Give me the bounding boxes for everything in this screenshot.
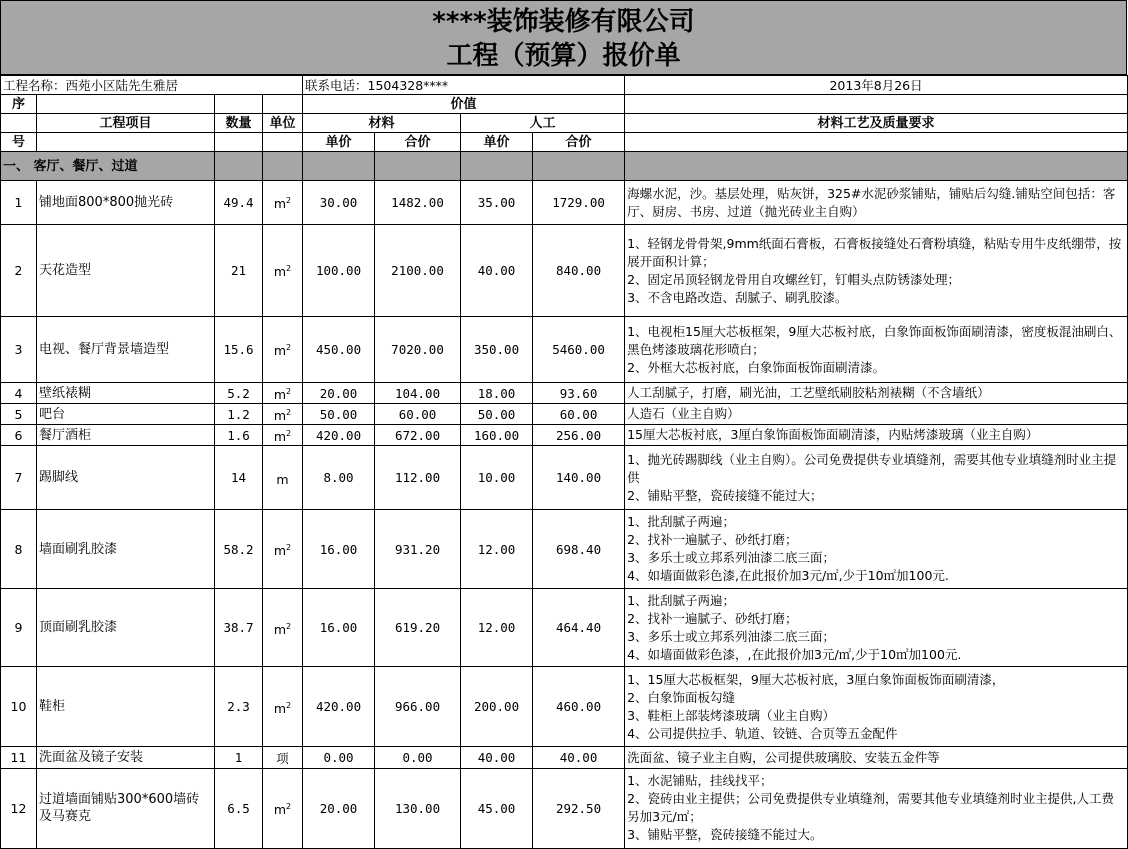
unit-label: m	[273, 264, 287, 280]
table-row	[1, 768, 1128, 848]
quantity: 58.2	[215, 510, 263, 589]
item-name: 墙面刷乳胶漆	[37, 510, 215, 589]
item-name: 顶面刷乳胶漆	[37, 589, 215, 667]
material-total: 966.00	[375, 667, 461, 747]
material-total: 931.20	[375, 510, 461, 589]
header-row-1	[1, 95, 1128, 114]
material-total: 7020.00	[375, 317, 461, 383]
material-unit-price: 100.00	[303, 225, 375, 317]
section-row	[1, 152, 1128, 181]
unit-label: m	[273, 429, 287, 445]
material-total: 112.00	[375, 446, 461, 510]
unit	[263, 667, 303, 747]
requirement-line: 2、找补一遍腻子、砂纸打磨；	[627, 532, 798, 548]
seq-header-bottom: 号	[1, 133, 37, 152]
requirement-line: 3、多乐士或立邦系列油漆二底三面；	[627, 550, 836, 566]
unit-label: m	[273, 543, 287, 559]
requirement-line: 4、公司提供拉手、轨道、铰链、合页等五金配件	[627, 725, 898, 741]
row-number: 4	[1, 383, 37, 404]
item-name: 洗面盆及镜子安装	[37, 747, 215, 768]
unit-label: m	[273, 622, 287, 638]
item-name: 餐厅酒柜	[37, 425, 215, 446]
section-title: 一、 客厅、餐厅、过道	[1, 152, 215, 181]
requirements	[625, 225, 1128, 317]
requirement-line: 1、电视柜15厘大芯板框架，9厘大芯板衬底，白象饰面板饰面刷清漆，密度板混油刷白、黑色烤漆玻璃花形喷白；	[627, 323, 1122, 357]
value-header: 价值	[303, 95, 625, 114]
labor-total: 464.40	[533, 589, 625, 667]
quantity: 1	[215, 747, 263, 768]
requirements	[625, 446, 1128, 510]
unit	[263, 425, 303, 446]
material-total: 130.00	[375, 768, 461, 848]
material-unit-price: 16.00	[303, 589, 375, 667]
material-total: 672.00	[375, 425, 461, 446]
item-name: 壁纸裱糊	[37, 383, 215, 404]
requirement-line: 3、鞋柜上部装烤漆玻璃（业主自购）	[627, 707, 836, 723]
labor-unit-price: 10.00	[461, 446, 533, 510]
material-total: 0.00	[375, 747, 461, 768]
info-row	[1, 76, 1128, 95]
requirements	[625, 425, 1128, 446]
unit-label: 项	[276, 751, 289, 767]
requirements	[625, 768, 1128, 848]
unit-superscript: 2	[286, 543, 292, 553]
requirements	[625, 404, 1128, 425]
labor-unit-price-header: 单价	[461, 133, 533, 152]
requirement-line: 2、白象饰面板勾缝	[627, 689, 736, 705]
table-row	[1, 425, 1128, 446]
material-unit-price: 0.00	[303, 747, 375, 768]
quote-date: 2013年8月26日	[625, 76, 1128, 95]
material-header: 材料	[303, 114, 461, 133]
requirement-line: 3、多乐士或立邦系列油漆二底三面；	[627, 628, 836, 644]
row-number: 12	[1, 768, 37, 848]
document-title: 工程（预算）报价单	[446, 41, 681, 71]
item-name: 过道墙面铺贴300*600墙砖及马赛克	[37, 768, 215, 848]
table-row	[1, 404, 1128, 425]
material-unit-price: 20.00	[303, 383, 375, 404]
unit	[263, 225, 303, 317]
labor-unit-price: 200.00	[461, 667, 533, 747]
quantity: 21	[215, 225, 263, 317]
requirements	[625, 317, 1128, 383]
unit-label: m	[273, 343, 287, 359]
item-header: 工程项目	[37, 114, 215, 133]
row-number: 2	[1, 225, 37, 317]
quotation-table	[0, 75, 1128, 849]
unit-superscript: 2	[286, 621, 292, 631]
material-unit-price-header: 单价	[303, 133, 375, 152]
item-name: 鞋柜	[37, 667, 215, 747]
unit-label: m	[276, 472, 289, 488]
requirements	[625, 383, 1128, 404]
labor-unit-price: 12.00	[461, 510, 533, 589]
labor-total: 93.60	[533, 383, 625, 404]
row-number: 1	[1, 181, 37, 225]
unit	[263, 510, 303, 589]
requirements	[625, 510, 1128, 589]
labor-total: 60.00	[533, 404, 625, 425]
header-row-2	[1, 114, 1128, 133]
title-banner	[0, 0, 1127, 75]
requirement-line: 1、批刮腻子两遍；	[627, 514, 736, 530]
requirement-line: 1、抛光砖踢脚线（业主自购）。公司免费提供专业填缝剂，需要其他专业填缝剂时业主提供	[627, 451, 1117, 485]
item-name: 电视、餐厅背景墙造型	[37, 317, 215, 383]
requirement-line: 2、找补一遍腻子、砂纸打磨；	[627, 610, 798, 626]
quantity: 15.6	[215, 317, 263, 383]
table-row	[1, 181, 1128, 225]
quantity: 49.4	[215, 181, 263, 225]
requirement-line: 3、不含电路改造、刮腻子、刷乳胶漆。	[627, 289, 848, 305]
item-name: 铺地面800*800抛光砖	[37, 181, 215, 225]
requirement-line: 1、批刮腻子两遍；	[627, 592, 736, 608]
requirement-line: 海螺水泥，沙。基层处理，贴灰饼，325#水泥砂浆铺贴，铺贴后勾缝.铺贴空间包括：客厅、厨房、书房、过道（抛光砖业主自购）	[627, 185, 1116, 219]
labor-unit-price: 35.00	[461, 181, 533, 225]
table-row	[1, 446, 1128, 510]
quantity: 2.3	[215, 667, 263, 747]
labor-unit-price: 40.00	[461, 225, 533, 317]
material-total: 2100.00	[375, 225, 461, 317]
table-row	[1, 747, 1128, 768]
unit-label: m	[273, 387, 287, 403]
material-total: 104.00	[375, 383, 461, 404]
requirement-line: 1、轻钢龙骨骨架,9mm纸面石膏板，石膏板接缝处石膏粉填缝，粘贴专用牛皮纸绷带，按展开面积计算；	[627, 235, 1122, 269]
unit	[263, 317, 303, 383]
row-number: 8	[1, 510, 37, 589]
material-total-header: 合价	[375, 133, 461, 152]
row-number: 6	[1, 425, 37, 446]
unit	[263, 768, 303, 848]
quantity: 1.6	[215, 425, 263, 446]
requirement-line: 洗面盆、镜子业主自购，公司提供玻璃胶、安装五金件等	[627, 749, 940, 765]
unit-superscript: 2	[286, 196, 292, 206]
requirement-line: 4、如墙面做彩色漆,在此报价加3元/㎡,少于10㎡加100元.	[627, 568, 949, 584]
material-total: 1482.00	[375, 181, 461, 225]
unit-label: m	[273, 701, 287, 717]
row-number: 10	[1, 667, 37, 747]
labor-unit-price: 160.00	[461, 425, 533, 446]
requirement-line: 1、15厘大芯板框架，9厘大芯板衬底，3厘白象饰面板饰面刷清漆，	[627, 671, 1005, 687]
requirements-header: 材料工艺及质量要求	[625, 114, 1128, 133]
labor-total: 1729.00	[533, 181, 625, 225]
row-number: 5	[1, 404, 37, 425]
labor-total: 292.50	[533, 768, 625, 848]
requirements	[625, 747, 1128, 768]
row-number: 7	[1, 446, 37, 510]
item-name: 踢脚线	[37, 446, 215, 510]
requirement-line: 15厘大芯板衬底，3厘白象饰面板饰面刷清漆，内贴烤漆玻璃（业主自购）	[627, 427, 1039, 443]
table-row	[1, 383, 1128, 404]
requirement-line: 2、瓷砖由业主提供；公司免费提供专业填缝剂，需要其他专业填缝剂时业主提供,人工费另加3元/㎡；	[627, 791, 1114, 825]
row-number: 9	[1, 589, 37, 667]
material-unit-price: 50.00	[303, 404, 375, 425]
seq-header-top: 序	[1, 95, 37, 114]
row-number: 11	[1, 747, 37, 768]
company-name: ****装饰装修有限公司	[432, 7, 695, 37]
unit	[263, 181, 303, 225]
material-total: 619.20	[375, 589, 461, 667]
material-total: 60.00	[375, 404, 461, 425]
project-name: 工程名称：西苑小区陆先生雅居	[1, 76, 303, 95]
labor-unit-price: 50.00	[461, 404, 533, 425]
qty-header: 数量	[215, 114, 263, 133]
material-unit-price: 8.00	[303, 446, 375, 510]
item-name: 吧台	[37, 404, 215, 425]
labor-total: 460.00	[533, 667, 625, 747]
unit-superscript: 2	[286, 343, 292, 353]
labor-unit-price: 45.00	[461, 768, 533, 848]
table-row	[1, 317, 1128, 383]
labor-unit-price: 18.00	[461, 383, 533, 404]
unit-header: 单位	[263, 114, 303, 133]
unit-superscript: 2	[286, 387, 292, 396]
table-row	[1, 667, 1128, 747]
labor-total: 256.00	[533, 425, 625, 446]
requirement-line: 1、水泥铺贴，挂线找平；	[627, 773, 773, 789]
unit-superscript: 2	[286, 408, 292, 418]
unit	[263, 404, 303, 425]
material-unit-price: 450.00	[303, 317, 375, 383]
unit-superscript: 2	[286, 700, 292, 710]
unit-superscript: 2	[286, 802, 292, 812]
labor-total: 840.00	[533, 225, 625, 317]
labor-total: 40.00	[533, 747, 625, 768]
item-name: 天花造型	[37, 225, 215, 317]
material-unit-price: 16.00	[303, 510, 375, 589]
unit-label: m	[273, 802, 287, 818]
requirement-line: 3、铺贴平整，瓷砖接缝不能过大。	[627, 827, 823, 843]
labor-unit-price: 12.00	[461, 589, 533, 667]
material-unit-price: 30.00	[303, 181, 375, 225]
requirement-line: 2、外框大芯板衬底，白象饰面板饰面刷清漆。	[627, 359, 886, 375]
row-number: 3	[1, 317, 37, 383]
contact-phone: 联系电话：1504328****	[303, 76, 625, 95]
unit	[263, 446, 303, 510]
table-row	[1, 589, 1128, 667]
table-row	[1, 510, 1128, 589]
material-unit-price: 20.00	[303, 768, 375, 848]
labor-total: 698.40	[533, 510, 625, 589]
requirements	[625, 589, 1128, 667]
quantity: 14	[215, 446, 263, 510]
unit-superscript: 2	[286, 264, 292, 274]
labor-unit-price: 350.00	[461, 317, 533, 383]
labor-total: 140.00	[533, 446, 625, 510]
labor-unit-price: 40.00	[461, 747, 533, 768]
unit-superscript: 2	[286, 429, 292, 439]
requirement-line: 2、铺贴平整，瓷砖接缝不能过大；	[627, 487, 823, 503]
requirement-line: 4、如墙面做彩色漆，,在此报价加3元/㎡,少于10㎡加100元.	[627, 646, 962, 662]
unit	[263, 589, 303, 667]
requirement-line: 人造石（业主自购）	[627, 406, 740, 422]
requirements	[625, 181, 1128, 225]
requirements	[625, 667, 1128, 747]
table-row	[1, 225, 1128, 317]
labor-total-header: 合价	[533, 133, 625, 152]
unit-label: m	[273, 196, 287, 212]
header-row-3	[1, 133, 1128, 152]
labor-header: 人工	[461, 114, 625, 133]
labor-total: 5460.00	[533, 317, 625, 383]
material-unit-price: 420.00	[303, 667, 375, 747]
requirement-line: 人工刮腻子，打磨，刷光油，工艺壁纸刷胶粘剂裱糊（不含墙纸）	[627, 385, 990, 401]
quantity: 6.5	[215, 768, 263, 848]
quantity: 38.7	[215, 589, 263, 667]
material-unit-price: 420.00	[303, 425, 375, 446]
unit	[263, 383, 303, 404]
requirement-line: 2、固定吊顶轻钢龙骨用自攻螺丝钉，钉帽头点防锈漆处理；	[627, 271, 961, 287]
quantity: 5.2	[215, 383, 263, 404]
quantity: 1.2	[215, 404, 263, 425]
unit-label: m	[273, 408, 287, 424]
unit	[263, 747, 303, 768]
